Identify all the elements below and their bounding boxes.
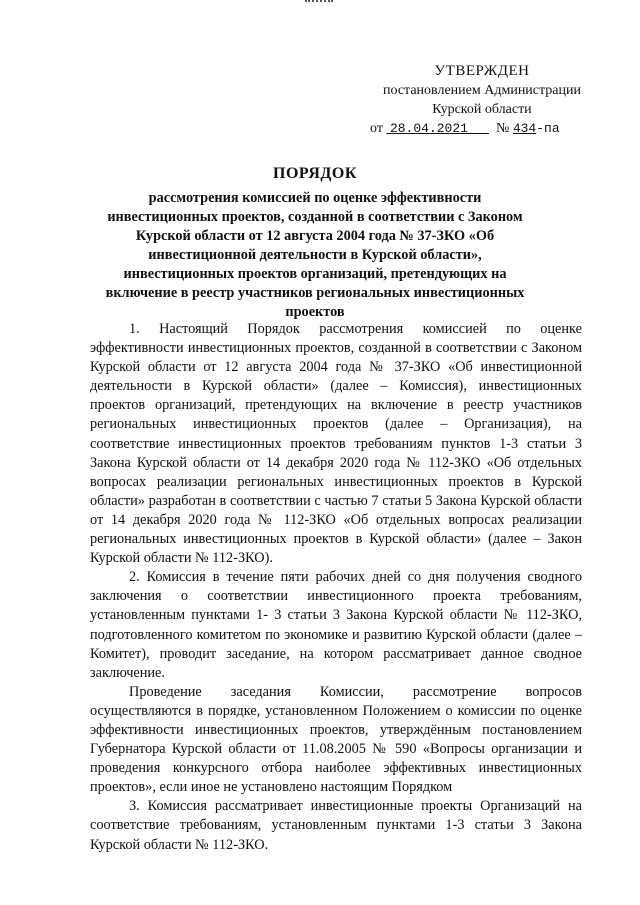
- scan-mark: [305, 0, 333, 5]
- date-prefix: от: [370, 121, 383, 136]
- number-suffix: -па: [536, 121, 560, 136]
- paragraph-1: 1. Настоящий Порядок рассмотрения комиссией по оценке эффективности инвестиционных проектов, созданной в соответствии с Законом Курской области от 12 августа 2004 года № 37-ЗКО «Об инвестиционной деятельности в Курской области» (далее – Комиссия), инвестиционных проектов организаций, претендующих на включение в реестр участников региональных инвестиционных проектов (далее – Организация), на соответствие инвестиционных проектов требованиям пунктов 1-3 статьи 3 Закона Курской области от 14 декабря 2020 года № 112-ЗКО «Об отдельных вопросах реализации региональных инвестиционных проектов в Курской области» разработан в соответствии с частью 7 статьи 5 Закона Курской области от 14 декабря 2020 года № 112-ЗКО «Об отдельных вопросах реализации региональных инвестиционных проектов в Курской области» (далее – Закон Курской области № 112-ЗКО).: [90, 321, 582, 567]
- approval-date-line: [362, 119, 602, 138]
- document-subtitle: рассмотрения комиссией по оценке эффективности инвестиционных проектов, созданной в соответствии с Законом Курской области от 12 августа 2004 года № 37-ЗКО «Об инвестиционной деятельности в Курской области», инвестиционных проектов организаций, претендующих на включение в реестр участников региональных инвестиционных проектов: [105, 190, 525, 320]
- approval-stamp: [362, 62, 602, 138]
- approval-authority: постановлением Администрации: [383, 83, 581, 98]
- paragraph-2: 2. Комиссия в течение пяти рабочих дней со дня получения сводного заключения о соответствии инвестиционного проекта требованиям, установленным пунктами 1- 3 статьи 3 Закона Курской области № 112-ЗКО, подготовленного комитетом по экономике и развитию Курской области (далее – Комитет), проводит заседание, на котором рассматривает данное сводное заключение.: [90, 569, 582, 681]
- document-heading: [95, 165, 535, 322]
- approval-region: Курской области: [432, 102, 532, 117]
- document-title: ПОРЯДОК: [273, 165, 357, 182]
- approval-date: 28.04.2021: [389, 121, 468, 136]
- approval-number: 434: [512, 121, 537, 136]
- approval-title: УТВЕРЖДЕН: [434, 63, 530, 79]
- document-body: [90, 320, 582, 855]
- paragraph-2-continuation: Проведение заседания Комиссии, рассмотрение вопросов осуществляются в порядке, установленном Положением о комиссии по оценке эффективности инвестиционных проектов, утверждённым постановлением Губернатора Курской области от 11.08.2005 № 590 «Вопросы организации и проведения конкурсного отбора наиболее эффективных инвестиционных проектов», если иное не установлено настоящим Порядком: [90, 683, 582, 796]
- number-prefix: №: [495, 121, 510, 136]
- paragraph-3: 3. Комиссия рассматривает инвестиционные проекты Организаций на соответствие требованиям, установленным пунктами 1-3 статьи 3 Закона Курской области № 112-ЗКО.: [90, 798, 582, 853]
